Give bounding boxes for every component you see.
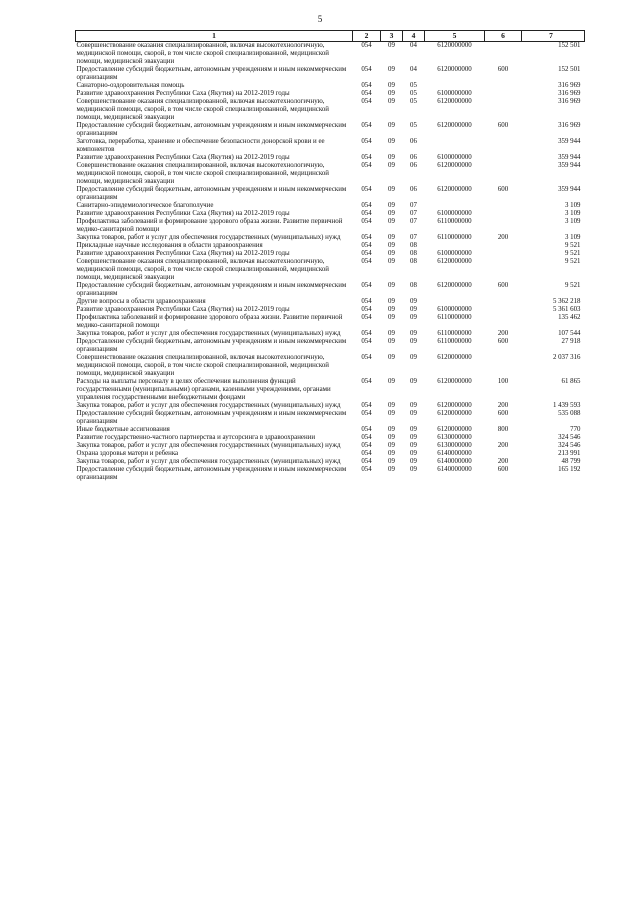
admin-code: 054 <box>361 338 372 345</box>
table-row <box>76 242 585 250</box>
subsection-code: 06 <box>410 162 417 169</box>
row-description: Предоставление субсидий бюджетным, автономным учреждениям и иным некоммерческим организациям <box>76 122 347 137</box>
amount: 3 109 <box>564 218 581 225</box>
section-code: 09 <box>388 298 395 305</box>
row-description: Закупка товаров, работ и услуг для обеспечения государственных (муниципальных) нужд <box>76 234 341 241</box>
section-code: 09 <box>388 450 395 457</box>
expense-type: 200 <box>497 458 509 465</box>
target-article <box>425 202 485 210</box>
subsection-code: 04 <box>410 42 417 49</box>
row-description: Охрана здоровья матери и ребенка <box>76 450 179 457</box>
target-article: 6100000000 <box>437 90 472 97</box>
subsection-code: 05 <box>410 82 417 89</box>
target-article: 6120000000 <box>437 378 472 385</box>
target-article: 6130000000 <box>437 442 472 449</box>
section-code: 09 <box>388 242 395 249</box>
row-description: Развитие здравоохранения Республики Саха (Якутия) на 2012-2019 годы <box>76 154 290 161</box>
expense-type <box>485 354 522 378</box>
row-description: Развитие здравоохранения Республики Саха (Якутия) на 2012-2019 годы <box>76 210 290 217</box>
section-code: 09 <box>388 210 395 217</box>
section-code: 09 <box>388 442 395 449</box>
table-row <box>76 90 585 98</box>
target-article: 6120000000 <box>437 402 472 409</box>
table-row <box>76 306 585 314</box>
column-header: 2 <box>353 31 381 42</box>
page-number: 5 <box>317 14 323 24</box>
target-article: 6120000000 <box>437 42 472 49</box>
section-code: 09 <box>388 186 395 193</box>
row-description: Совершенствование оказания специализированной, включая высокотехнологичную, медицинской помощи, скорой, в том числе скорой специализированной, медицинской помощи, медицинской эвакуации <box>76 162 329 185</box>
table-row <box>76 42 585 67</box>
section-code: 09 <box>388 354 395 361</box>
target-article: 6100000000 <box>437 306 472 313</box>
amount: 359 944 <box>558 162 581 169</box>
expense-type: 200 <box>497 402 509 409</box>
admin-code: 054 <box>361 138 372 145</box>
table-row <box>76 450 585 458</box>
table-row <box>76 218 585 234</box>
admin-code: 054 <box>361 98 372 105</box>
admin-code: 054 <box>361 90 372 97</box>
amount: 316 969 <box>558 90 581 97</box>
target-article <box>425 298 485 306</box>
amount: 2 037 316 <box>552 354 581 361</box>
expense-type <box>485 42 522 67</box>
target-article <box>425 138 485 154</box>
table-row <box>76 154 585 162</box>
section-code: 09 <box>388 306 395 313</box>
admin-code: 054 <box>361 458 372 465</box>
target-article: 6100000000 <box>437 210 472 217</box>
expense-type <box>485 434 522 442</box>
table-row <box>76 434 585 442</box>
amount: 3 109 <box>564 234 581 241</box>
amount: 9 521 <box>564 250 581 257</box>
amount: 359 944 <box>558 154 581 161</box>
expense-type <box>485 210 522 218</box>
target-article: 6130000000 <box>437 434 472 441</box>
subsection-code: 09 <box>410 330 417 337</box>
target-article: 6120000000 <box>437 426 472 433</box>
row-description: Совершенствование оказания специализированной, включая высокотехнологичную, медицинской помощи, скорой, в том числе скорой специализированной, медицинской помощи, медицинской эвакуации <box>76 98 329 121</box>
admin-code: 054 <box>361 242 372 249</box>
section-code: 09 <box>388 98 395 105</box>
row-description: Совершенствование оказания специализированной, включая высокотехнологичную, медицинской помощи, скорой, в том числе скорой специализированной, медицинской помощи, медицинской эвакуации <box>76 42 329 65</box>
table-row <box>76 314 585 330</box>
expense-type <box>485 258 522 282</box>
expense-type <box>485 314 522 330</box>
section-code: 09 <box>388 458 395 465</box>
admin-code: 054 <box>361 250 372 257</box>
admin-code: 054 <box>361 410 372 417</box>
expense-type: 800 <box>497 426 509 433</box>
section-code: 09 <box>388 258 395 265</box>
row-description: Другие вопросы в области здравоохранения <box>76 298 206 305</box>
expense-type <box>485 98 522 122</box>
subsection-code: 09 <box>410 434 417 441</box>
expense-type: 600 <box>497 122 509 129</box>
expense-type <box>485 202 522 210</box>
subsection-code: 09 <box>410 402 417 409</box>
expense-type <box>485 298 522 306</box>
section-code: 09 <box>388 466 395 473</box>
section-code: 09 <box>388 330 395 337</box>
section-code: 09 <box>388 122 395 129</box>
expense-type: 600 <box>497 186 509 193</box>
table-row <box>76 330 585 338</box>
target-article: 6120000000 <box>437 186 472 193</box>
expense-type <box>485 250 522 258</box>
amount: 48 799 <box>561 458 581 465</box>
table-row <box>76 338 585 354</box>
table-row <box>76 298 585 306</box>
row-description: Предоставление субсидий бюджетным, автономным учреждениям и иным некоммерческим организациям <box>76 66 347 81</box>
amount: 535 088 <box>558 410 581 417</box>
target-article: 6140000000 <box>437 450 472 457</box>
section-code: 09 <box>388 66 395 73</box>
table-row <box>76 466 585 482</box>
budget-table <box>75 30 585 482</box>
target-article: 6100000000 <box>437 154 472 161</box>
amount: 27 918 <box>561 338 581 345</box>
row-description: Прикладные научные исследования в области здравоохранения <box>76 242 263 249</box>
amount: 324 546 <box>558 434 581 441</box>
amount: 135 462 <box>558 314 581 321</box>
amount: 9 521 <box>564 242 581 249</box>
section-code: 09 <box>388 162 395 169</box>
section-code: 09 <box>388 282 395 289</box>
section-code: 09 <box>388 154 395 161</box>
subsection-code: 09 <box>410 298 417 305</box>
admin-code: 054 <box>361 162 372 169</box>
subsection-code: 07 <box>410 218 417 225</box>
table-row <box>76 202 585 210</box>
subsection-code: 07 <box>410 210 417 217</box>
amount: 316 969 <box>558 82 581 89</box>
target-article: 6110000000 <box>437 338 472 345</box>
subsection-code: 09 <box>410 410 417 417</box>
section-code: 09 <box>388 42 395 49</box>
table-header-row <box>76 31 585 42</box>
column-header: 3 <box>381 31 403 42</box>
admin-code: 054 <box>361 442 372 449</box>
row-description: Профилактика заболеваний и формирование здорового образа жизни. Развитие первичной медико-санитарной помощи <box>76 314 343 329</box>
expense-type <box>485 218 522 234</box>
target-article: 6110000000 <box>437 218 472 225</box>
subsection-code: 08 <box>410 250 417 257</box>
row-description: Санитарно-эпидемиологическое благополучие <box>76 202 214 209</box>
expense-type: 600 <box>497 282 509 289</box>
target-article: 6120000000 <box>437 258 472 265</box>
row-description: Предоставление субсидий бюджетным, автономным учреждениям и иным некоммерческим организациям <box>76 186 347 201</box>
target-article: 6120000000 <box>437 122 472 129</box>
table-row <box>76 162 585 186</box>
admin-code: 054 <box>361 186 372 193</box>
section-code: 09 <box>388 434 395 441</box>
subsection-code: 09 <box>410 338 417 345</box>
admin-code: 054 <box>361 218 372 225</box>
admin-code: 054 <box>361 450 372 457</box>
row-description: Совершенствование оказания специализированной, включая высокотехнологичную, медицинской помощи, скорой, в том числе скорой специализированной, медицинской помощи, медицинской эвакуации <box>76 258 329 281</box>
admin-code: 054 <box>361 202 372 209</box>
target-article: 6110000000 <box>437 234 472 241</box>
table-row <box>76 426 585 434</box>
amount: 61 865 <box>561 378 581 385</box>
amount: 1 439 593 <box>552 402 581 409</box>
target-article <box>425 82 485 90</box>
amount: 316 969 <box>558 122 581 129</box>
section-code: 09 <box>388 138 395 145</box>
amount: 3 109 <box>564 202 581 209</box>
table-row <box>76 210 585 218</box>
admin-code: 054 <box>361 66 372 73</box>
table-row <box>76 442 585 450</box>
row-description: Предоставление субсидий бюджетным, автономным учреждениям и иным некоммерческим организациям <box>76 466 347 481</box>
expense-type <box>485 450 522 458</box>
row-description: Предоставление субсидий бюджетным, автономным учреждениям и иным некоммерческим организациям <box>76 338 347 353</box>
expense-type <box>485 306 522 314</box>
amount: 359 944 <box>558 138 581 145</box>
column-header: 6 <box>485 31 522 42</box>
expense-type: 200 <box>497 442 509 449</box>
expense-type <box>485 162 522 186</box>
target-article: 6120000000 <box>437 354 472 361</box>
table-row <box>76 234 585 242</box>
admin-code: 054 <box>361 258 372 265</box>
row-description: Предоставление субсидий бюджетным, автономным учреждениям и иным некоммерческим организациям <box>76 410 347 425</box>
subsection-code: 08 <box>410 242 417 249</box>
expense-type <box>485 82 522 90</box>
subsection-code: 09 <box>410 314 417 321</box>
amount: 152 501 <box>558 42 581 49</box>
table-row <box>76 258 585 282</box>
table-row <box>76 98 585 122</box>
table-row <box>76 378 585 402</box>
amount: 152 501 <box>558 66 581 73</box>
admin-code: 054 <box>361 122 372 129</box>
subsection-code: 04 <box>410 66 417 73</box>
admin-code: 054 <box>361 314 372 321</box>
section-code: 09 <box>388 218 395 225</box>
expense-type <box>485 242 522 250</box>
amount: 9 521 <box>564 258 581 265</box>
section-code: 09 <box>388 234 395 241</box>
table-row <box>76 402 585 410</box>
table-row <box>76 122 585 138</box>
amount: 316 969 <box>558 98 581 105</box>
target-article: 6110000000 <box>437 314 472 321</box>
amount: 324 546 <box>558 442 581 449</box>
subsection-code: 09 <box>410 466 417 473</box>
section-code: 09 <box>388 90 395 97</box>
row-description: Закупка товаров, работ и услуг для обеспечения государственных (муниципальных) нужд <box>76 458 341 465</box>
amount: 359 944 <box>558 186 581 193</box>
expense-type: 200 <box>497 234 509 241</box>
column-header: 5 <box>425 31 485 42</box>
subsection-code: 08 <box>410 282 417 289</box>
subsection-code: 09 <box>410 354 417 361</box>
amount: 5 361 603 <box>552 306 581 313</box>
table-row <box>76 66 585 82</box>
column-header: 7 <box>522 31 585 42</box>
row-description: Санаторно-оздоровительная помощь <box>76 82 185 89</box>
admin-code: 054 <box>361 234 372 241</box>
row-description: Заготовка, переработка, хранение и обеспечение безопасности донорской крови и ее компонентов <box>76 138 325 153</box>
table-row <box>76 82 585 90</box>
admin-code: 054 <box>361 210 372 217</box>
expense-type <box>485 154 522 162</box>
subsection-code: 07 <box>410 234 417 241</box>
admin-code: 054 <box>361 426 372 433</box>
expense-type: 600 <box>497 466 509 473</box>
table-row <box>76 458 585 466</box>
subsection-code: 09 <box>410 426 417 433</box>
expense-type: 600 <box>497 66 509 73</box>
row-description: Предоставление субсидий бюджетным, автономным учреждениям и иным некоммерческим организациям <box>76 282 347 297</box>
section-code: 09 <box>388 338 395 345</box>
subsection-code: 09 <box>410 442 417 449</box>
table-row <box>76 186 585 202</box>
expense-type <box>485 90 522 98</box>
subsection-code: 06 <box>410 138 417 145</box>
row-description: Закупка товаров, работ и услуг для обеспечения государственных (муниципальных) нужд <box>76 402 341 409</box>
section-code: 09 <box>388 250 395 257</box>
admin-code: 054 <box>361 330 372 337</box>
table-row <box>76 354 585 378</box>
section-code: 09 <box>388 314 395 321</box>
amount: 9 521 <box>564 282 581 289</box>
row-description: Развитие здравоохранения Республики Саха (Якутия) на 2012-2019 годы <box>76 306 290 313</box>
expense-type: 600 <box>497 410 509 417</box>
admin-code: 054 <box>361 402 372 409</box>
target-article: 6120000000 <box>437 410 472 417</box>
section-code: 09 <box>388 202 395 209</box>
table-row <box>76 282 585 298</box>
admin-code: 054 <box>361 82 372 89</box>
target-article <box>425 242 485 250</box>
admin-code: 054 <box>361 42 372 49</box>
row-description: Развитие здравоохранения Республики Саха (Якутия) на 2012-2019 годы <box>76 90 290 97</box>
row-description: Закупка товаров, работ и услуг для обеспечения государственных (муниципальных) нужд <box>76 442 341 449</box>
section-code: 09 <box>388 378 395 385</box>
amount: 213 991 <box>558 450 581 457</box>
target-article: 6120000000 <box>437 162 472 169</box>
row-description: Развитие государственно-частного партнерства и аутсорсинга в здравоохранении <box>76 434 316 441</box>
amount: 165 192 <box>558 466 581 473</box>
subsection-code: 06 <box>410 154 417 161</box>
admin-code: 054 <box>361 434 372 441</box>
target-article: 6140000000 <box>437 458 472 465</box>
column-header: 1 <box>76 31 353 42</box>
amount: 3 109 <box>564 210 581 217</box>
amount: 5 362 218 <box>552 298 581 305</box>
subsection-code: 09 <box>410 378 417 385</box>
column-header: 4 <box>403 31 425 42</box>
admin-code: 054 <box>361 298 372 305</box>
row-description: Иные бюджетные ассигнования <box>76 426 170 433</box>
admin-code: 054 <box>361 282 372 289</box>
admin-code: 054 <box>361 354 372 361</box>
subsection-code: 09 <box>410 450 417 457</box>
subsection-code: 05 <box>410 90 417 97</box>
amount: 770 <box>570 426 581 433</box>
target-article: 6140000000 <box>437 466 472 473</box>
subsection-code: 06 <box>410 186 417 193</box>
section-code: 09 <box>388 82 395 89</box>
row-description: Профилактика заболеваний и формирование здорового образа жизни. Развитие первичной медико-санитарной помощи <box>76 218 343 233</box>
subsection-code: 09 <box>410 458 417 465</box>
subsection-code: 05 <box>410 98 417 105</box>
target-article: 6120000000 <box>437 98 472 105</box>
subsection-code: 05 <box>410 122 417 129</box>
table-row <box>76 250 585 258</box>
admin-code: 054 <box>361 466 372 473</box>
target-article: 6120000000 <box>437 282 472 289</box>
table-body <box>76 42 585 483</box>
row-description: Закупка товаров, работ и услуг для обеспечения государственных (муниципальных) нужд <box>76 330 341 337</box>
row-description: Совершенствование оказания специализированной, включая высокотехнологичную, медицинской помощи, скорой, в том числе скорой специализированной, медицинской помощи, медицинской эвакуации <box>76 354 329 377</box>
expense-type: 600 <box>497 338 509 345</box>
section-code: 09 <box>388 410 395 417</box>
admin-code: 054 <box>361 378 372 385</box>
admin-code: 054 <box>361 306 372 313</box>
row-description: Расходы на выплаты персоналу в целях обеспечения выполнения функций государственными (муниципальными) органами, казенными учреждениями, органами управления государственными внебюджетными фондами <box>76 378 331 401</box>
section-code: 09 <box>388 402 395 409</box>
row-description: Развитие здравоохранения Республики Саха (Якутия) на 2012-2019 годы <box>76 250 290 257</box>
expense-type: 100 <box>497 378 509 385</box>
section-code: 09 <box>388 426 395 433</box>
subsection-code: 08 <box>410 258 417 265</box>
amount: 107 544 <box>558 330 581 337</box>
table-row <box>76 138 585 154</box>
target-article: 6110000000 <box>437 330 472 337</box>
table-row <box>76 410 585 426</box>
admin-code: 054 <box>361 154 372 161</box>
subsection-code: 09 <box>410 306 417 313</box>
target-article: 6100000000 <box>437 250 472 257</box>
expense-type: 200 <box>497 330 509 337</box>
subsection-code: 07 <box>410 202 417 209</box>
expense-type <box>485 138 522 154</box>
target-article: 6120000000 <box>437 66 472 73</box>
